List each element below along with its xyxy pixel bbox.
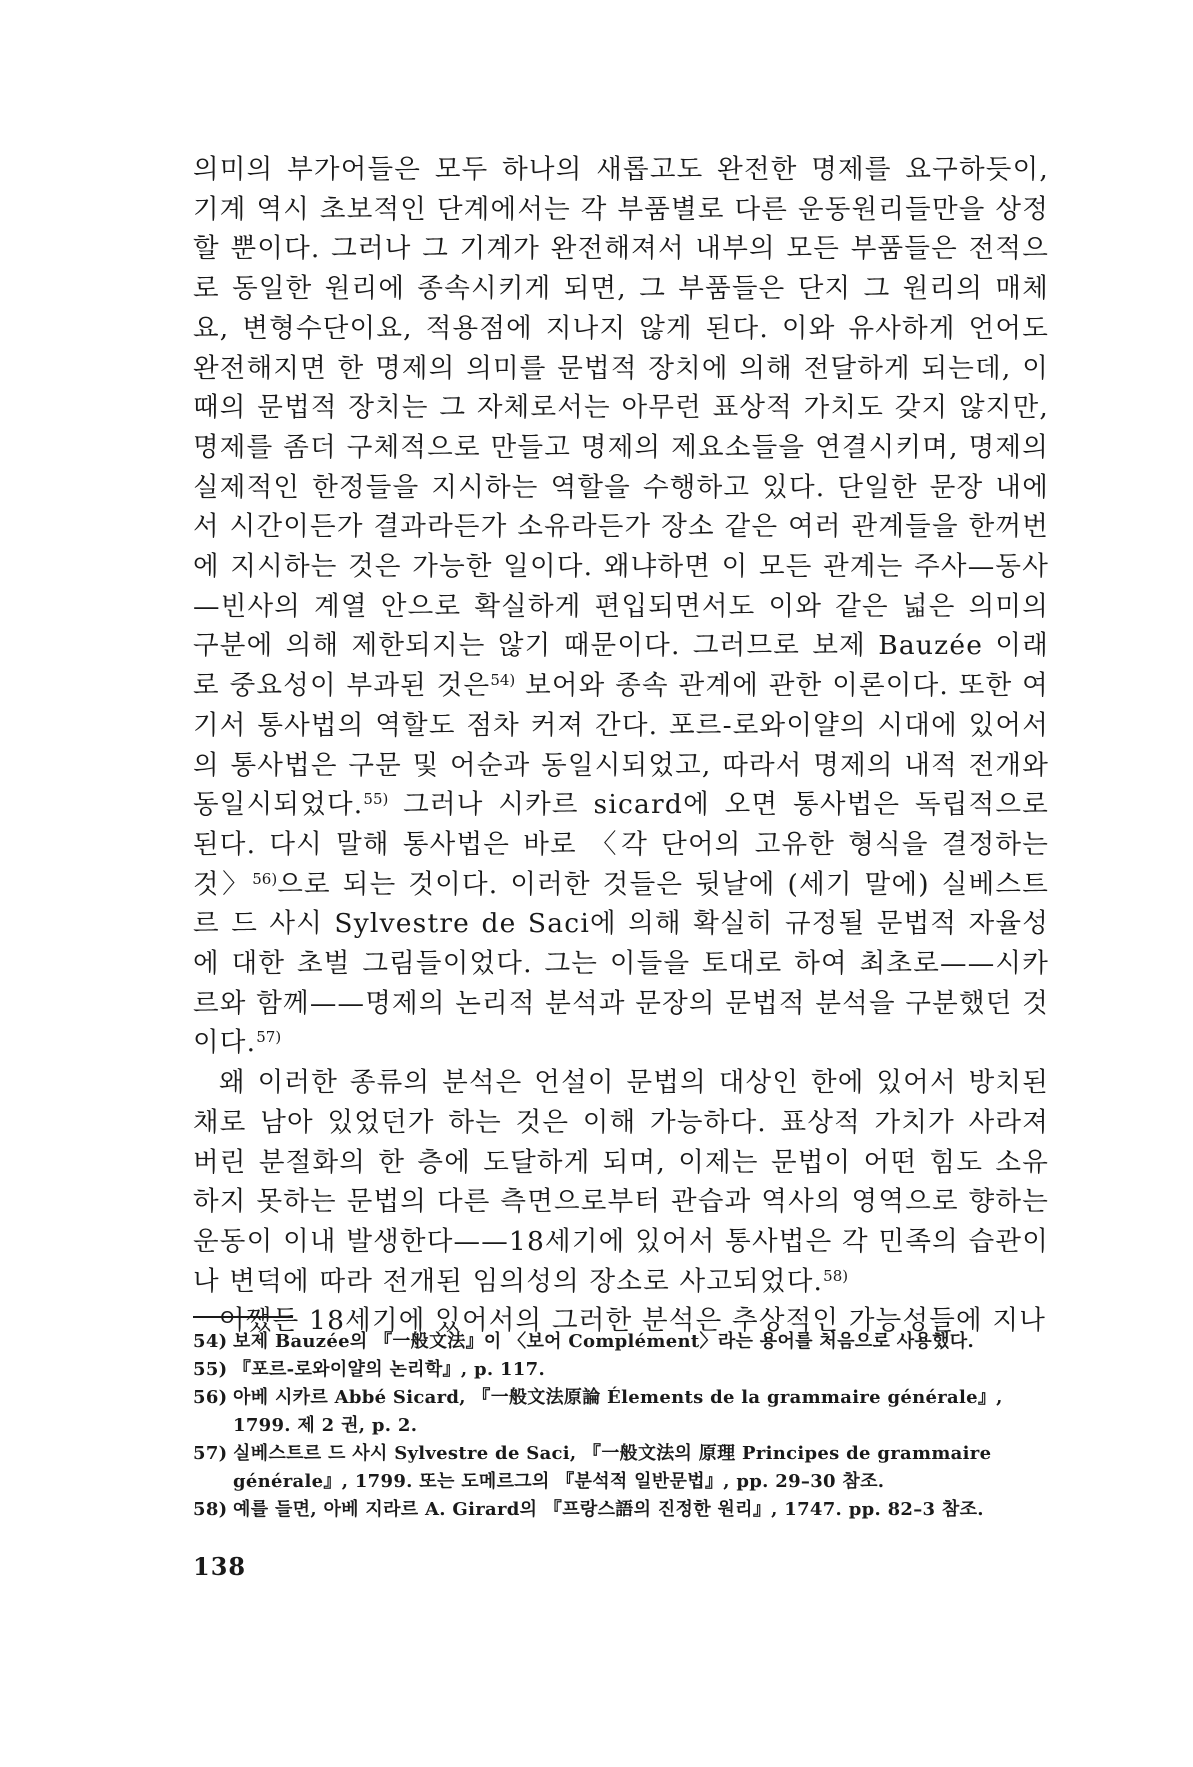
- book-page: [193, 150, 1049, 1750]
- footnote-57: [193, 1440, 1049, 1496]
- paragraph-2-text: 왜 이러한 종류의 분석은 언설이 문법의 대상인 한에 있어서 방치된 채로 남아 있었던가 하는 것은 이해 가능하다. 표상적 가치가 사라져 버린 분절화의 한 층에 도달하게 되며, 이제는 문법이 어떤 힘도 소유하지 못하는 문법의 다른 측면으로부터 관습과 역사의 영역으로 향하는 운동이 이내 발생한다——18세기에 있어서 통사법은 각 민족의 습관이나 변덕에 따라 전개된 임의성의 장소로 사고되었다.: [193, 1067, 1049, 1297]
- footnote-text: 보제 Bauzée의 『一般文法』이 〈보어 Complément〉라는 용어를 처음으로 사용했다.: [233, 1331, 975, 1352]
- footnote-divider: [193, 1316, 293, 1318]
- footnote-58: [193, 1496, 1049, 1524]
- paragraph-3-text: 어쨌든 18세기에 있어서의 그러한 분석은 추상적인 가능성들에 지나: [219, 1305, 1047, 1337]
- footnote-number: 57): [193, 1443, 228, 1464]
- footnote-text: 『포르-로와이얄의 논리학』, p. 117.: [233, 1359, 546, 1380]
- footnote-text: 예를 들면, 아베 지라르 A. Girard의 『프랑스語의 진정한 원리』, 1747. pp. 82–3 참조.: [233, 1499, 984, 1520]
- main-text: [193, 150, 1049, 1341]
- footnote-55: [193, 1356, 1049, 1384]
- footnote-text: 아베 시카르 Abbé Sicard, 『一般文法原論 Élements de la grammaire générale』, 1799. 제 2 권, p. 2.: [233, 1387, 1003, 1436]
- footnote-number: 58): [193, 1499, 228, 1520]
- page-number: 138: [193, 1552, 247, 1581]
- paragraph-1: [193, 150, 1049, 1063]
- paragraph-1-part-d: 으로 되는 것이다. 이러한 것들은 뒷날에 (세기 말에) 실베스트르 드 사시 Sylvestre de Saci에 의해 확실히 규정될 문법적 자율성에 대한 초벌 그림들이었다. 그는 이들을 토대로 하여 최초로——시카르와 함께——명제의 논리적 분석과 문장의 문법적 분석을 구분했던 것이다.: [193, 868, 1049, 1059]
- footnote-number: 55): [193, 1359, 228, 1380]
- footnote-number: 54): [193, 1331, 228, 1352]
- footnote-56: [193, 1384, 1049, 1440]
- paragraph-1-part-a: 의미의 부가어들은 모두 하나의 새롭고도 완전한 명제를 요구하듯이, 기계 역시 초보적인 단계에서는 각 부품별로 다른 운동원리들만을 상정할 뿐이다. 그러나 그 기계가 완전해져서 내부의 모든 부품들은 전적으로 동일한 원리에 종속시키게 되면, 그 부품들은 단지 그 원리의 매체요, 변형수단이요, 적용점에 지나지 않게 된다. 이와 유사하게 언어도 완전해지면 한 명제의 의미를 문법적 장치에 의해 전달하게 되는데, 이때의 문법적 장치는 그 자체로서는 아무런 표상적 가치도 갖지 않지만, 명제를 좀더 구체적으로 만들고 명제의 제요소들을 연결시키며, 명제의 실제적인 한정들을 지시하는 역할을 수행하고 있다. 단일한 문장 내에서 시간이든가 결과라든가 소유라든가 장소 같은 여러 관계들을 한꺼번에 지시하는 것은 가능한 일이다. 왜냐하면 이 모든 관계는 주사—동사—빈사의 계열 안으로 확실하게 편입되면서도 이와 같은 넓은 의미의 구분에 의해 제한되지는 않기 때문이다. 그러므로 보제 Bauzée 이래로 중요성이 부과된 것은: [193, 154, 1049, 702]
- footnote-ref-55: 55): [363, 790, 389, 809]
- footnote-ref-58: 58): [823, 1266, 849, 1285]
- paragraph-1-part-b: 보어와 종속 관계에 관한 이론이다. 또한 여기서 통사법의 역할도 점차 커져 간다. 포르-로와이얄의 시대에 있어서의 통사법은 구문 및 어순과 동일시되었고, 따라서 명제의 내적 전개와 동일시되었다.: [193, 670, 1049, 821]
- footnote-number: 56): [193, 1387, 228, 1408]
- paragraph-1-part-c: 그러나 시카르 sicard에 오면 통사법은 독립적으로 된다. 다시 말해 통사법은 바로 〈각 단어의 고유한 형식을 결정하는 것〉: [193, 789, 1049, 900]
- footnote-ref-57: 57): [256, 1028, 282, 1047]
- footnote-text: 실베스트르 드 사시 Sylvestre de Saci, 『一般文法의 原理 Principes de grammaire générale』, 1799. 또는 도메르그의 『분석적 일반문법』, pp. 29–30 참조.: [233, 1443, 992, 1492]
- footnote-54: [193, 1328, 1049, 1356]
- paragraph-2: [193, 1063, 1049, 1301]
- footnote-ref-56: 56): [252, 869, 278, 888]
- footnotes: [193, 1328, 1049, 1524]
- footnote-ref-54: 54): [490, 671, 516, 690]
